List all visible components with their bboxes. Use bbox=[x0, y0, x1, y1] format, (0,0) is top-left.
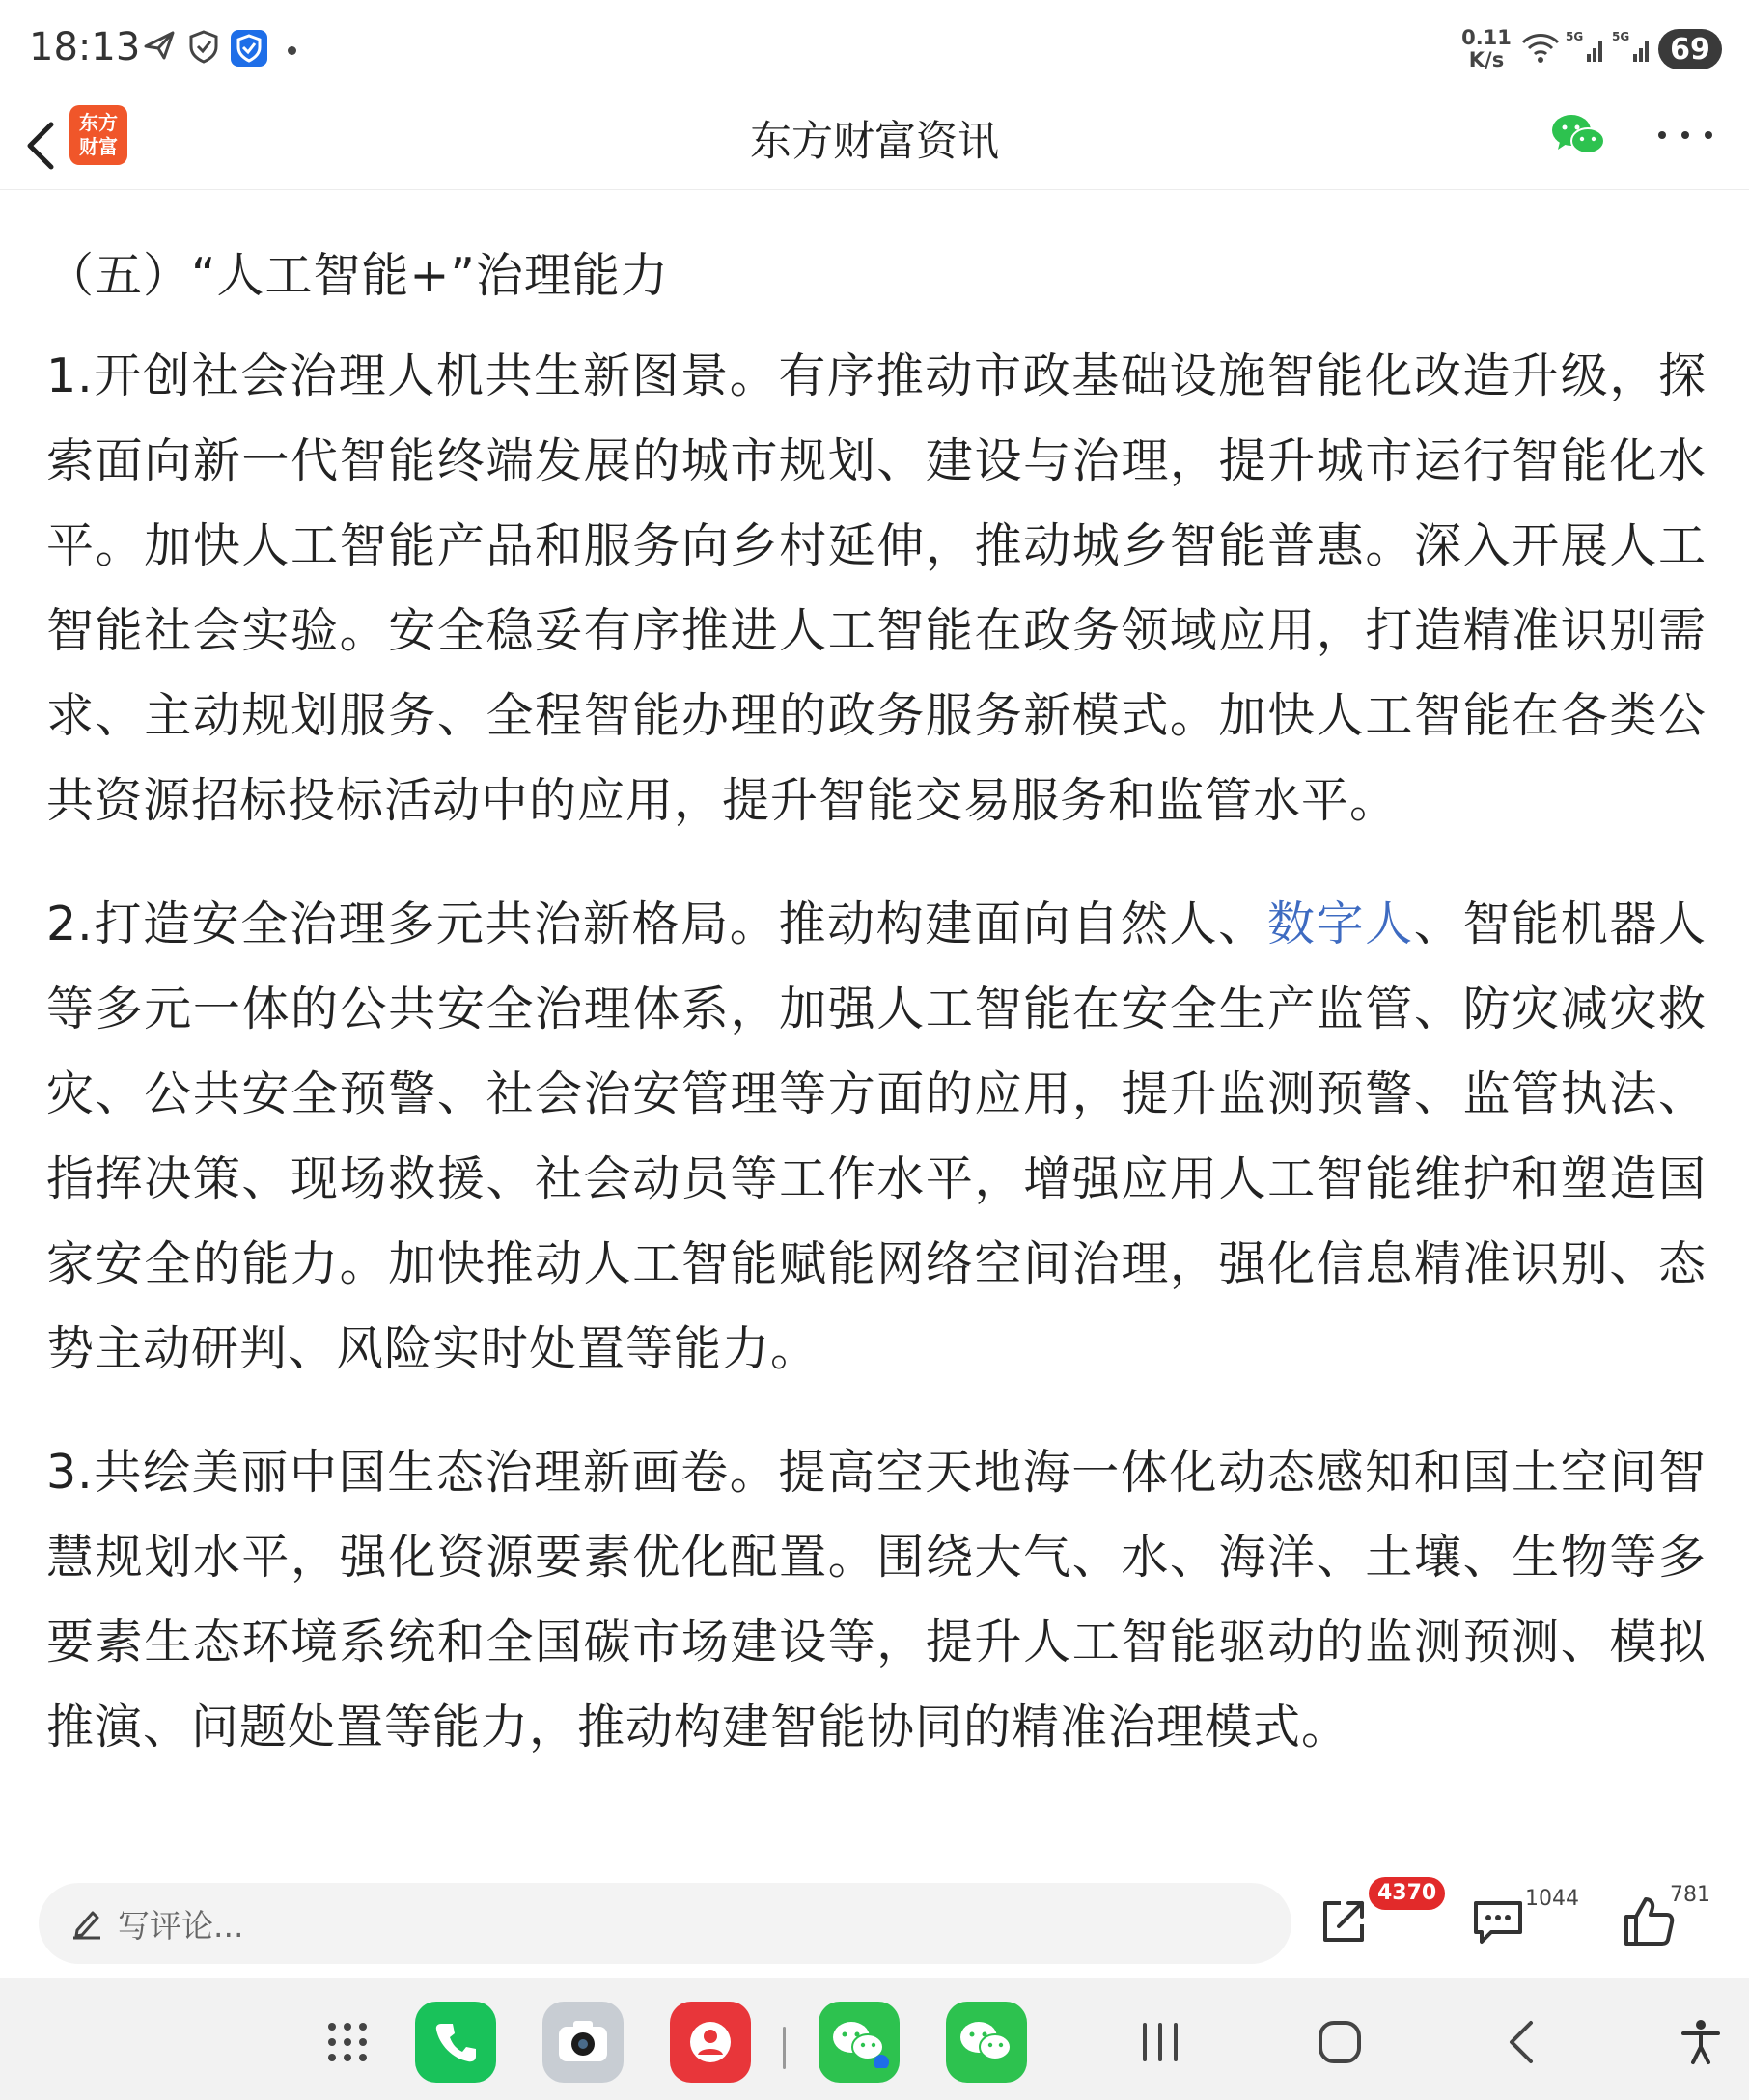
app-header bbox=[0, 101, 1749, 190]
share-count-badge: 4370 bbox=[1369, 1877, 1445, 1910]
comment-placeholder: 写评论... bbox=[118, 1906, 244, 1945]
status-time: 18:13 bbox=[29, 25, 141, 69]
wechat-app-icon-2[interactable] bbox=[946, 2002, 1027, 2083]
more-dot-icon bbox=[1681, 131, 1689, 139]
paragraph-1: 1.开创社会治理人机共生新图景。有序推动市政基础设施智能化改造升级，探索面向新一代智能终端发展的城市规划、建设与治理，提升城市运行智能化水平。加快人工智能产品和服务向乡村延伸，推动城乡智能普惠。深入开展人工智能社会实验。安全稳妥有序推进人工智能在政务领域应用，打造精准识别需求、主动规划服务、全程智能办理的政务服务新模式。加快人工智能在各类公共资源招标投标活动中的应用，提升智能交易服务和监管水平。 bbox=[46, 348, 1707, 828]
contacts-app-icon[interactable] bbox=[670, 2002, 751, 2083]
keyword-link-digital-human[interactable]: 数字人 bbox=[1266, 897, 1414, 952]
security-shield-icon bbox=[230, 29, 268, 68]
nav-back-button[interactable] bbox=[1492, 2013, 1550, 2071]
thumbs-up-icon bbox=[1621, 1895, 1677, 1948]
wifi-icon bbox=[1519, 29, 1562, 68]
svg-text:5G: 5G bbox=[1566, 30, 1584, 43]
camera-app-icon[interactable] bbox=[542, 2002, 624, 2083]
shield-icon bbox=[187, 29, 220, 64]
pencil-icon bbox=[71, 1907, 102, 1940]
more-options-button[interactable] bbox=[1658, 121, 1712, 150]
paragraph-2-text-b: 、智能机器人等多元一体的公共安全治理体系，加强人工智能在安全生产监管、防灾减灾救灾、公共安全预警、社会治安管理等方面的应用，提升监测预警、监管执法、指挥决策、现场救援、社会动员等工作水平，增强应用人工智能维护和塑造国家安全的能力。加快推动人工智能赋能网络空间治理，强化信息精准识别、态势主动研判、风险实时处置等能力。 bbox=[46, 897, 1707, 1376]
accessibility-button[interactable] bbox=[1672, 2013, 1730, 2071]
share-icon bbox=[1318, 1895, 1370, 1948]
wechat-share-button[interactable] bbox=[1550, 111, 1606, 159]
recent-apps-icon bbox=[1137, 2021, 1183, 2063]
wechat-app-icon[interactable] bbox=[819, 2002, 900, 2083]
comment-count: 1044 bbox=[1525, 1887, 1579, 1911]
comment-input[interactable] bbox=[39, 1883, 1291, 1964]
network-speed: 0.11 K/s bbox=[1461, 26, 1512, 71]
comment-bubble-icon bbox=[1470, 1895, 1526, 1948]
app-logo: 东方 财富 bbox=[69, 105, 127, 165]
app-drawer-button[interactable] bbox=[307, 2002, 388, 2083]
home-icon bbox=[1317, 2019, 1363, 2065]
paragraph-2 bbox=[46, 882, 1707, 1392]
page-title: 东方财富资讯 bbox=[750, 118, 999, 166]
comment-bar bbox=[0, 1865, 1749, 1978]
paragraph-3: 3.共绘美丽中国生态治理新画卷。提高空天地海一体化动态感知和国土空间智慧规划水平，强化资源要素优化配置。围绕大气、水、海洋、土壤、生物等多要素生态环境系统和全国碳市场建设等，提升人工智能驱动的监测预测、模拟推演、问题处置等能力，推动构建智能协同的精准治理模式。 bbox=[46, 1445, 1707, 1755]
app-grid-icon bbox=[324, 2019, 371, 2065]
recent-apps-button[interactable] bbox=[1131, 2013, 1189, 2071]
section-heading: （五）“人工智能+”治理能力 bbox=[46, 248, 669, 303]
phone-app-icon[interactable] bbox=[415, 2002, 496, 2083]
paper-plane-icon bbox=[143, 29, 176, 62]
system-navigation-bar bbox=[0, 1978, 1749, 2100]
article-body bbox=[46, 222, 1707, 1809]
accessibility-icon bbox=[1680, 2018, 1722, 2066]
like-count: 781 bbox=[1670, 1883, 1710, 1907]
home-button[interactable] bbox=[1311, 2013, 1369, 2071]
more-dot-icon bbox=[1658, 131, 1666, 139]
more-dot-icon bbox=[1705, 131, 1712, 139]
notification-dot bbox=[288, 46, 296, 55]
dock-separator bbox=[783, 2027, 786, 2069]
status-bar bbox=[0, 0, 1749, 101]
signal-icon bbox=[1566, 29, 1604, 68]
paragraph-2-text-a: 2.打造安全治理多元共治新格局。推动构建面向自然人、 bbox=[46, 897, 1267, 952]
signal-icon-2 bbox=[1612, 29, 1651, 68]
wechat-icon bbox=[1550, 111, 1606, 159]
nav-back-icon bbox=[1504, 2019, 1539, 2065]
svg-text:5G: 5G bbox=[1612, 30, 1630, 43]
battery-indicator: 69 bbox=[1658, 29, 1722, 69]
